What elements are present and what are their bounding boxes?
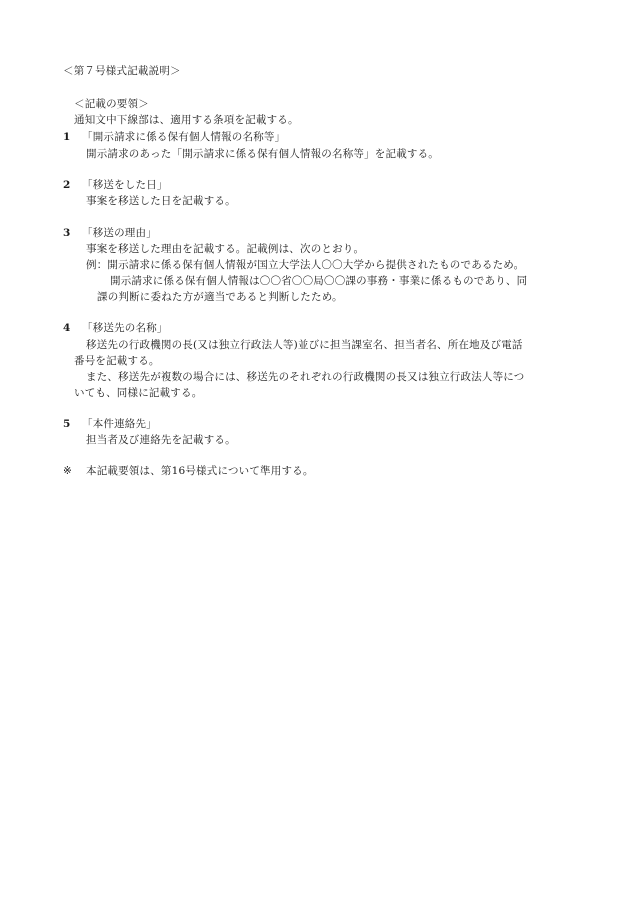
section-number: 5: [63, 418, 71, 430]
section-body-line: 担当者及び連絡先を記載する。: [86, 434, 236, 446]
section-heading: 「移送先の名称」: [82, 322, 168, 334]
guide-heading: ＜記載の要領＞: [74, 98, 149, 110]
section-body-line: 事案を移送した理由を記載する。記載例は、次のとおり。: [86, 243, 365, 255]
section-body-line: 開示請求のあった「開示請求に係る保有個人情報の名称等」を記載する。: [86, 148, 439, 160]
section-heading: 「移送の理由」: [82, 227, 157, 239]
example-line: 課の判断に委ねた方が適当であると判断したため。: [97, 291, 343, 303]
note-mark: ※: [63, 465, 72, 477]
document-title: ＜第７号様式記載説明＞: [63, 65, 181, 77]
section-body-line: 移送先の行政機関の長(又は独立行政法人等)並びに担当課室名、担当者名、所在地及び電話: [86, 339, 523, 351]
intro-text: 通知文中下線部は、適用する条項を記載する。: [74, 114, 299, 126]
section-heading: 「移送をした日」: [82, 179, 168, 191]
section-heading: 「開示請求に係る保有個人情報の名称等」: [82, 131, 286, 143]
section-body-line: また、移送先が複数の場合には、移送先のそれぞれの行政機関の長又は独立行政法人等につ: [86, 371, 525, 383]
section-body-line: 番号を記載する。: [74, 355, 160, 367]
section-heading: 「本件連絡先」: [82, 418, 157, 430]
section-number: 1: [63, 131, 71, 143]
section-number: 3: [63, 227, 71, 239]
note-text: 本記載要領は、第16号様式について準用する。: [86, 465, 314, 477]
section-number: 4: [63, 322, 71, 334]
example-line: 開示請求に係る保有個人情報は〇〇省〇〇局〇〇課の事務・事業に係るものであり、同: [110, 275, 528, 287]
example-line: 例：開示請求に係る保有個人情報が国立大学法人〇〇大学から提供されたものであるため。: [86, 259, 525, 271]
section-body-line: いても、同様に記載する。: [74, 387, 203, 399]
section-number: 2: [63, 179, 71, 191]
section-body-line: 事案を移送した日を記載する。: [86, 195, 236, 207]
